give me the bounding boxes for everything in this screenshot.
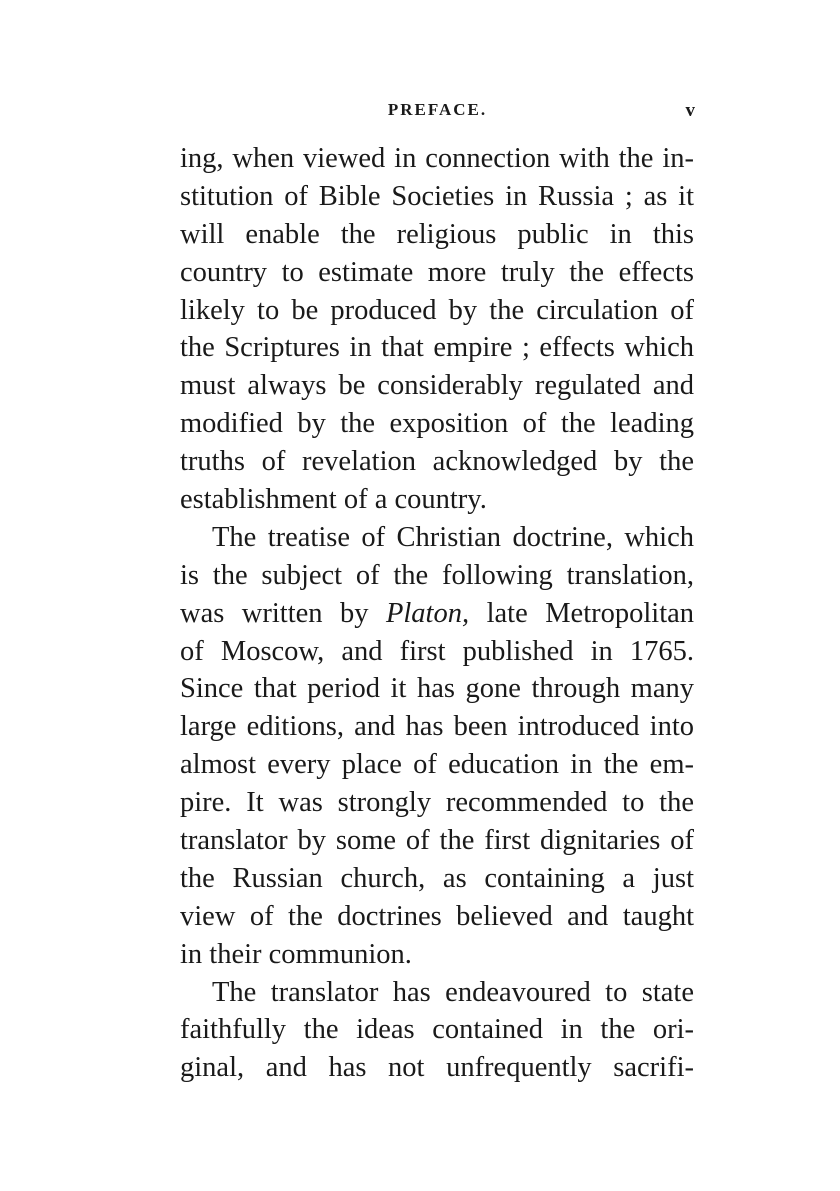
page-header	[180, 100, 695, 130]
text-line: establishment of a country.	[180, 484, 487, 516]
text-line: large editions, and has been introduced into	[180, 711, 694, 743]
text-line: of Moscow, and first published in 1765.	[180, 635, 694, 667]
text-line: faithfully the ideas contained in the ori-	[180, 1014, 694, 1046]
text-segment: late Metropolitan	[486, 597, 695, 629]
text-line: truths of revelation acknowledged by the	[180, 446, 694, 478]
text-line: will enable the religious public in this	[180, 218, 694, 250]
text-line: stitution of Bible Societies in Russia ; as it	[180, 180, 694, 212]
text-line: ginal, and has not unfrequently sacrifi-	[180, 1052, 694, 1084]
paragraph-1	[180, 140, 694, 519]
text-line-with-italic	[180, 595, 694, 633]
body-text	[180, 140, 694, 1087]
text-line: the Russian church, as containing a just	[180, 862, 694, 894]
text-line: must always be considerably regulated and	[180, 370, 694, 402]
page-number: v	[685, 100, 695, 121]
text-line: the Scriptures in that empire ; effects which	[180, 332, 694, 364]
text-line: translator by some of the first dignitaries of	[180, 825, 694, 857]
text-line: The treatise of Christian doctrine, which	[212, 521, 694, 553]
text-line: is the subject of the following translation,	[180, 559, 694, 591]
text-line: Since that period it has gone through many	[180, 673, 694, 705]
text-line: country to estimate more truly the effects	[180, 256, 694, 288]
running-head: PREFACE.	[387, 100, 488, 119]
text-line: view of the doctrines believed and taught	[180, 900, 694, 932]
text-line: likely to be produced by the circulation of	[180, 294, 694, 326]
paragraph-2	[180, 519, 694, 974]
text-line: ing, when viewed in connection with the in-	[180, 143, 694, 174]
text-line: The translator has endeavoured to state	[212, 976, 694, 1008]
text-line: in their communion.	[180, 938, 412, 970]
text-line: pire. It was strongly recommended to the	[180, 787, 694, 819]
text-line: almost every place of education in the em-	[180, 749, 694, 781]
text-line: modified by the exposition of the leading	[180, 408, 694, 440]
paragraph-3	[180, 974, 694, 1088]
text-segment: was written by	[180, 597, 369, 629]
author-name-italic: Platon,	[385, 597, 470, 629]
